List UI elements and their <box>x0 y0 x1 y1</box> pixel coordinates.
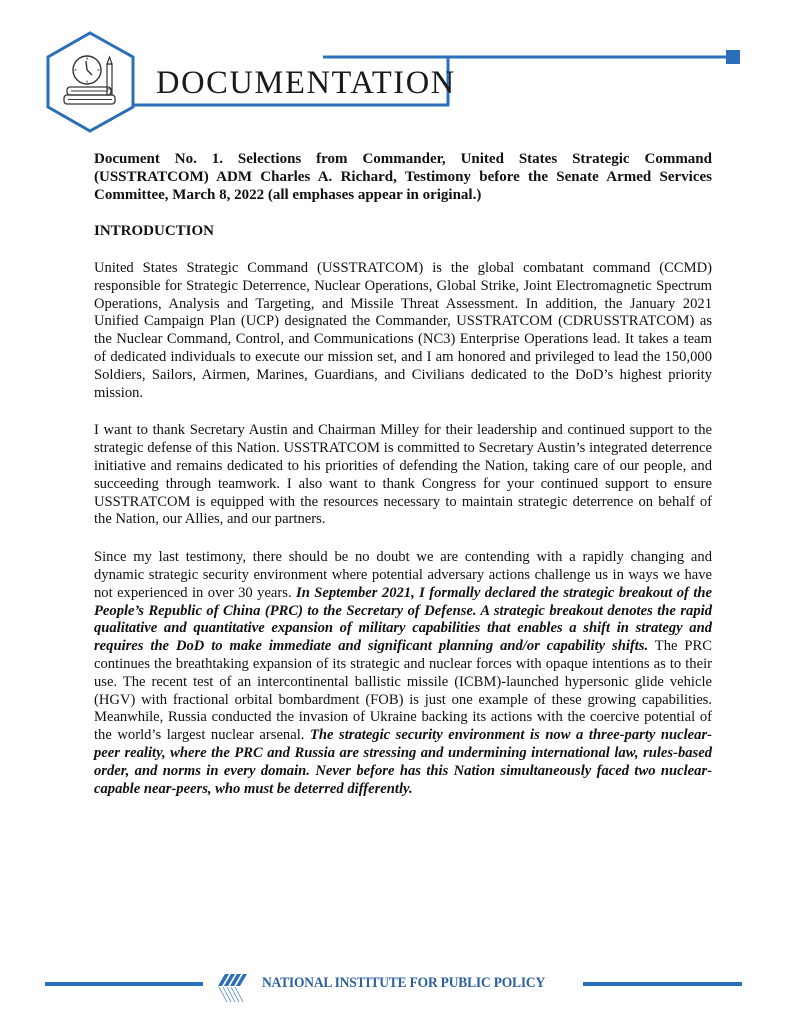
paragraph-text: The PRC continues the breathtaking expansion of its strategic and nuclear forces with opaque intentions as to their use. The recent test of an intercontinental ballistic missile (ICBM)-launched hypersonic glide vehicle (HGV) with fractional orbital bombardment (FOB) is just one example of these growing capabilities. Meanwhile, Russia conducted the invasion of Ukraine backing its actions with the coercive potential of the world’s largest nuclear arsenal. <box>94 638 712 744</box>
page-title: DOCUMENTATION <box>156 65 456 101</box>
emphasized-text: The strategic security environment is now a three-party nuclear-peer reality, where the PRC and Russia are stressing and undermining international law, rules-based order, and norms in every domain. Never before has this Nation simultaneously faced two nuclear-capable near-peers, who must be deterred differently. <box>94 727 712 797</box>
paragraph <box>94 422 712 529</box>
document-heading: Document No. 1. Selections from Commander, United States Strategic Command (USSTRATCOM) ADM Charles A. Richard, Testimony before the Senate Armed Services Committee, March 8, 2022 (all emphases appear in original.) <box>94 151 712 203</box>
paragraph <box>94 549 712 798</box>
organization-name: NATIONAL INSTITUTE FOR PUBLIC POLICY <box>262 975 546 991</box>
paragraph <box>94 260 712 402</box>
paragraph-text: United States Strategic Command (USSTRATCOM) is the global combatant command (CCMD) responsible for Strategic Deterrence, Nuclear Operations, Global Strike, Joint Electromagnetic Spectrum Operations, Analysis and Targeting, and Missile Threat Assessment. In addition, the January 2021 Unified Campaign Plan (UCP) designated the Commander, USSTRATCOM (CDRUSSTRATCOM) as the Nuclear Command, Control, and Communications (NC3) Enterprise Operations lead. It takes a team of dedicated individuals to execute our mission set, and I am honored and privileged to lead the 150,000 Soldiers, Sailors, Airmen, Marines, Guardians, and Civilians dedicated to the DoD’s highest priority mission. <box>94 260 712 401</box>
document-body <box>94 150 712 798</box>
footer <box>0 960 791 1010</box>
emphasized-text: In September 2021, I formally declared the strategic breakout of the People’s Republic of China (PRC) to the Secretary of Defense. A strategic breakout denotes the rapid qualitative and quantitative expansion of military capabilities that enables a shift in strategy and requires the DoD to make immediate and significant planning and/or capability shifts. <box>94 584 712 655</box>
clock-books-pencil-icon <box>40 28 140 138</box>
paragraph-text: Since my last testimony, there should be no doubt we are contending with a rapidly changing and dynamic strategic security environment where potential adversary actions challenge us in ways we have not experienced in over 30 years. <box>94 549 712 601</box>
header-banner <box>0 0 791 140</box>
nipp-striped-logo-icon <box>216 970 252 1006</box>
paragraph-text: I want to thank Secretary Austin and Chairman Milley for their leadership and continued support to the strategic defense of this Nation. USSTRATCOM is committed to Secretary Austin’s integrated deterrence initiative and remains dedicated to his priorities of defending the Nation, taking care of our people, and succeeding through teamwork. I also want to thank Congress for your continued support to ensure USSTRATCOM is equipped with the resources necessary to maintain strategic deterrence on behalf of the Nation, our Allies, and our partners. <box>94 422 712 528</box>
footer-rule-left <box>45 982 203 986</box>
footer-rule-right <box>583 982 742 986</box>
section-title: INTRODUCTION <box>94 223 215 239</box>
